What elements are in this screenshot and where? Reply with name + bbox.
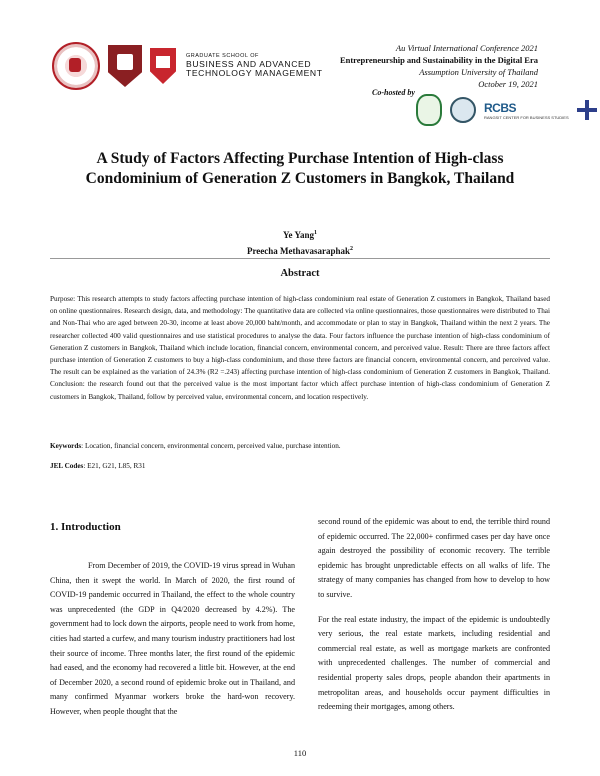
graduate-school-name <box>186 54 323 78</box>
paper-title: A Study of Factors Affecting Purchase Intention of High-class Condominium of Generation Z Customers in Bangkok, Thailand <box>85 150 515 187</box>
rcbs-logo: RCBS RANGSIT CENTER FOR BUSINESS STUDIES <box>484 100 569 120</box>
intro-left-column: From December of 2019, the COVID-19 virus spread in Wuhan China, then it swept the world. In March of 2020, the first round of COVID-19 pandemic occurred in Thailand, the effect to the whole country was unprecedented (the GDP in Q4/2020 decreased by 4.2%). The government had to lock down the airports, people need to work from home, cities had started a curfew, and many tourism industry practitioners had lost their source of income. Three months later, the first round of the epidemic had eased, and the economy had recovered a little bit. However, at the end of December 2020, a second round of epidemic broke out in Thailand, and many confirmed Myanmar workers broke the hard-won recovery. However, when people thought that the <box>50 561 295 716</box>
cohost-logo-2 <box>450 97 476 123</box>
cohosted-label: Co-hosted by <box>372 88 415 97</box>
graduate-school-crest-logo <box>150 48 176 84</box>
abstract-heading: Abstract <box>280 268 320 279</box>
cohost-cross-logo <box>577 100 597 120</box>
conference-info <box>340 42 538 90</box>
intro-right-column <box>318 515 550 715</box>
conference-theme: Entrepreneurship and Sustainability in the Digital Era <box>339 55 538 65</box>
conference-date: October 19, 2021 <box>478 79 538 89</box>
intro-paragraph-3: For the real estate industry, the impact of the epidemic is undoubtedly very serious, the real estate markets, including residential and commercial real estate, as well as mortgage markets are confronted with unprecedented challenges. The number of commercial and residential property sales drops, people abandon their apartments in metropolitan areas, and households occur payment difficulties in redeeming their mortgages, among others. <box>318 614 550 712</box>
conference-host: Assumption University of Thailand <box>419 67 538 77</box>
page-number: 110 <box>293 748 307 758</box>
divider <box>50 258 550 259</box>
authors <box>0 226 600 258</box>
gs-line-1: GRADUATE SCHOOL OF <box>186 53 259 60</box>
university-seal-logo <box>52 42 100 90</box>
author-1: Ye Yang$^1$ <box>283 230 317 240</box>
abstract-text: Purpose: This research attempts to study factors affecting purchase intention of high-class condominium real estate of Generation Z customers in Bangkok, Thailand based on online questionnaires. Research design, data, and methodology: The quantitative data are collected via online questionnaires, those questionnaires were distributed to Thai and Non-Thai who are aged between 20-30, income at least above 20,000 baht/month, and accommodate or plan to stay in Bangkok, Thailand within the next 2 years. The researcher collected 400 valid questionnaires and use statistical procedures to analyse the data. Four factors influence the purchase intention of high-class condominium of Generation Z customers in Bangkok, Thailand which include location, financial concern, environmental concern, and perceived value. Result: There are three factors affect purchase intention of Generation Z customers to buy a high-class condominium, and those three factors are financial concern, environmental concern, and perceived value. The result can be explained as the variation of 24.3% (R2 =.243) affecting purchase intention of high-class condominium of Generation Z customers in Bangkok, Thailand. Conclusion: the research found out that the perceived value is the most important factor which affect purchase intention of high-class condominium of Generation Z customers in Bangkok, Thailand, follow by perceived value, environmental concern, and location respectively. <box>50 295 550 401</box>
jel-codes: JEL Codes: E21, G21, L85, R31 <box>50 462 146 470</box>
section-heading-introduction: 1. Introduction <box>50 521 121 533</box>
conference-name: Au Virtual International Conference 2021 <box>395 43 538 53</box>
school-shield-logo <box>108 45 142 87</box>
header-logos <box>52 42 323 90</box>
keywords: Keywords: Location, financial concern, environmental concern, perceived value, purchase intention. <box>50 442 341 450</box>
intro-paragraph-2: second round of the epidemic was about to end, the terrible third round of epidemic occurred. The 22,000+ confirmed cases per day have once again destroyed the possibility of economic recovery. The terrible epidemic has brought unpredictable effects on all walks of life. The strategy of many companies has changed from how to develop to how to survive. <box>318 517 550 599</box>
cohost-logos <box>416 94 597 126</box>
cohost-logo-1 <box>416 94 442 126</box>
author-2: Preecha Methavasaraphak$^2$ <box>246 246 354 256</box>
gs-line-2: BUSINESS AND ADVANCED <box>186 58 312 69</box>
gs-line-3: TECHNOLOGY MANAGEMENT <box>186 67 323 78</box>
